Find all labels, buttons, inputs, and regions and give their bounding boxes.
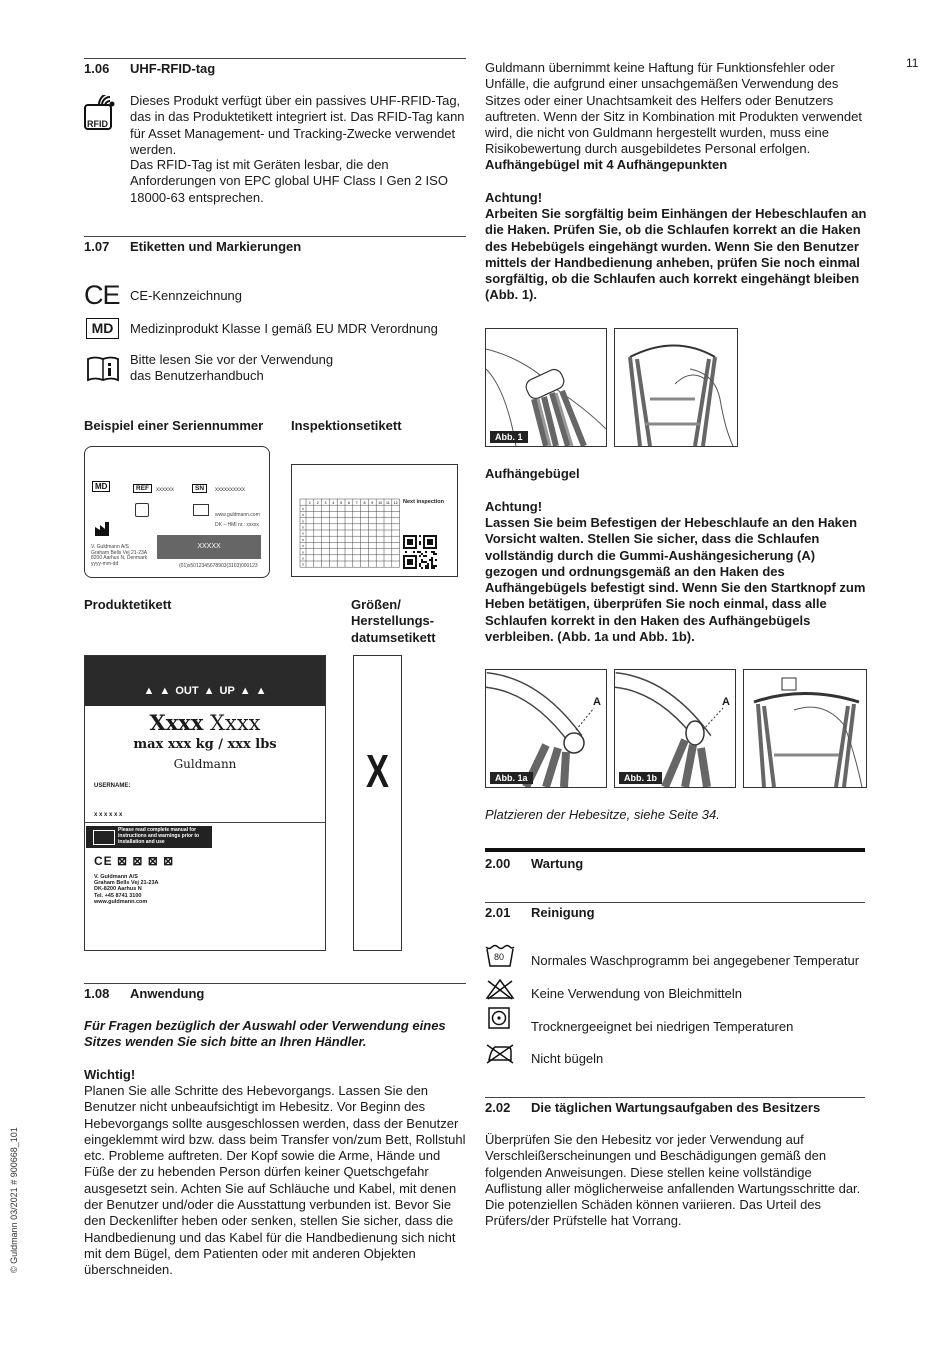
no-iron-icon bbox=[485, 1042, 515, 1064]
qr-module bbox=[425, 555, 427, 557]
product-address-line: Graham Bells Vej 21-23A bbox=[94, 880, 159, 887]
rule-106 bbox=[84, 58, 466, 59]
next-inspection-text: Next inspection bbox=[403, 499, 444, 505]
figure-1-right bbox=[614, 328, 738, 447]
seat-placement-reference: Platzieren der Hebesitze, siehe Seite 34. bbox=[485, 807, 720, 822]
grid-col-label: 11 bbox=[386, 500, 390, 505]
product-address-line: www.guldmann.com bbox=[94, 898, 148, 905]
product-brand: Guldmann bbox=[173, 757, 237, 771]
md-text: Medizinprodukt Klasse I gemäß EU MDR Verordnung bbox=[130, 321, 438, 336]
product-address-line: DK-8200 Aarhus N bbox=[94, 886, 142, 893]
liability-paragraph: Guldmann übernimmt keine Haftung für Funktionsfehler oder Unfälle, die aufgrund einer unsachgemäßen Verwendung des Sitzes oder einer Unachtsamkeit des Helfers oder Benutzers auftreten. Wenn der Sitz in Kombination mit Produkten verwendet wird, die nicht von Guldmann hergestellt wurden, muss eine Risikobewertung durch ausgebildetes Personal erfolgen. bbox=[485, 60, 862, 157]
wash-text: Normales Waschprogramm bei angegebener Temperatur bbox=[531, 953, 860, 968]
qr-module bbox=[419, 551, 421, 553]
serial-sn-value: xxxxxxxxxx bbox=[215, 487, 245, 493]
section-number-201: 2.01 bbox=[485, 905, 511, 920]
section-title-106: UHF-RFID-tag bbox=[130, 61, 216, 76]
product-manual-icon bbox=[93, 830, 115, 845]
product-address-line: Tel. +45 8741 3100 bbox=[94, 892, 142, 899]
grid-row-label: x bbox=[302, 513, 304, 518]
qr-module bbox=[431, 551, 433, 553]
serial-address-line: Graham Bells Vej 21-23A bbox=[91, 549, 148, 556]
tumble-dry-low-icon bbox=[488, 1007, 510, 1029]
wash-80-icon bbox=[485, 944, 515, 968]
page-number: 11 bbox=[906, 56, 919, 70]
qr-module bbox=[423, 561, 425, 563]
figure-1-caption: Abb. 1 bbox=[490, 431, 528, 443]
section-title-107: Etiketten und Markierungen bbox=[130, 239, 302, 254]
warning-2-text: Lassen Sie beim Befestigen der Hebeschlaufe an den Haken Vorsicht walten. Stellen Sie sicher, dass die Schlaufen vollständig durch die Gummi-Aushängesicherung (A) gezogen und ordnungsgemäß an den Haken des Aufhängebügels befestigt sind. Wenn Sie den Startknopf zum Heben betätigen, überprüfen Sie noch einmal, dass alle Schlaufen korrekt in den Haken des Aufhängebügels verbleiben. (Abb. 1a und Abb. 1b). bbox=[485, 515, 866, 645]
product-name-light: Xxxx bbox=[210, 711, 261, 735]
qr-module bbox=[419, 541, 421, 543]
banner-text: ▲ ▲ OUT ▲ UP ▲ ▲ bbox=[143, 685, 267, 697]
qr-module bbox=[425, 567, 427, 569]
grid-col-label: 9 bbox=[371, 500, 374, 505]
qr-module bbox=[425, 565, 427, 567]
read-manual-text: Bitte lesen Sie vor der Verwendung das Benutzerhandbuch bbox=[130, 352, 334, 384]
grid-col-label: 12 bbox=[393, 500, 398, 505]
username-text: USERNAME: bbox=[94, 783, 131, 789]
serial-address-line: yyyy-mm-dd bbox=[91, 560, 119, 567]
qr-module bbox=[431, 561, 433, 563]
ce-mark-icon: CE bbox=[84, 280, 120, 310]
rule-108 bbox=[84, 983, 466, 984]
grid-row-label: x bbox=[302, 544, 304, 549]
qr-module bbox=[429, 559, 431, 561]
qr-module bbox=[419, 565, 421, 567]
size-date-label bbox=[353, 655, 402, 951]
grid-col-label: 2 bbox=[316, 500, 319, 505]
grid-col-label: 1 bbox=[308, 500, 311, 505]
qr-module bbox=[405, 551, 407, 553]
rfid-paragraph-2: Das RFID-Tag ist mit Geräten lesbar, die den Anforderungen von EPC global UHF Class I Gen 2 ISO 18000-63 entsprechen. bbox=[130, 157, 448, 205]
no-bleach-text: Keine Verwendung von Bleichmitteln bbox=[531, 986, 743, 1001]
grid-row-label: x bbox=[302, 531, 304, 536]
serial-manual-icon bbox=[193, 504, 209, 516]
qr-module bbox=[421, 559, 423, 561]
section-number-107: 1.07 bbox=[84, 239, 110, 254]
grid-row-label: x bbox=[302, 537, 304, 542]
qr-module bbox=[433, 567, 435, 569]
qr-module bbox=[413, 551, 415, 553]
heading-spreader-bar: Aufhängebügel bbox=[485, 466, 580, 481]
section-number-202: 2.02 bbox=[485, 1100, 511, 1115]
serial-number-label bbox=[84, 446, 270, 578]
rfid-icon-label: RFID bbox=[87, 119, 108, 129]
application-body: Planen Sie alle Schritte des Hebevorgangs. Lassen Sie den Benutzer nicht unbeaufsichtigt im Hebesitz. Vor Beginn des Hebevorgangs sollte ausgeschlossen werden, dass der Benutzer eingeklemmt wird bzw. dass beim Transfer von/zum Bett, Rollstuhl etc. Probleme auftreten. Der Kopf sowie die Arme, Hände und Füße der zu hebenden Person dürfen keiner Quetschgefahr ausgesetzt sein. Achten Sie auf Schläuche und Kabel, mit denen der Benutzer und/oder die Ausstattung verbunden ist. Bevor Sie den Deckenlifter heben oder senken, stellen Sie sicher, dass die Handbedienung und das Kabel für die Handbedienung sich nicht mit dem Bügel, dem Patienten oder mit anderen Objekten überschneiden. bbox=[84, 1083, 466, 1278]
serial-barcode-text: (01)x5012345678903(3103)000123 bbox=[179, 563, 258, 569]
qr-module bbox=[419, 563, 421, 565]
serial-dk-number: DK – HMI nr.: xxxxx bbox=[215, 522, 259, 528]
grid-col-label: 6 bbox=[347, 500, 350, 505]
serial-rfid-icon bbox=[135, 503, 149, 517]
size-label-heading: Größen/ Herstellungs- datumsetikett bbox=[351, 597, 436, 645]
qr-module bbox=[435, 565, 437, 567]
grid-col-label: 10 bbox=[378, 500, 383, 505]
size-mark: X bbox=[365, 745, 390, 797]
fig1a-letter: A bbox=[593, 696, 601, 708]
serial-md-box: MD bbox=[92, 481, 110, 492]
qr-module bbox=[431, 557, 433, 559]
qr-module bbox=[421, 561, 423, 563]
serial-sn-box: SN bbox=[192, 484, 207, 493]
qr-module bbox=[421, 567, 423, 569]
read-manual-icon bbox=[86, 355, 120, 383]
qr-module bbox=[435, 553, 437, 555]
qr-module bbox=[431, 567, 433, 569]
qr-module bbox=[431, 559, 433, 561]
figure-1b-caption: Abb. 1b bbox=[619, 772, 662, 784]
product-label-divider bbox=[85, 822, 325, 823]
important-heading: Wichtig! bbox=[84, 1067, 136, 1082]
section-title-108: Anwendung bbox=[130, 986, 205, 1001]
product-label-heading: Produktetikett bbox=[84, 597, 172, 612]
rule-200 bbox=[485, 848, 865, 852]
qr-module bbox=[423, 555, 425, 557]
grid-row-label: x bbox=[302, 550, 304, 555]
grid-row-label: x bbox=[302, 519, 304, 524]
qr-code-icon bbox=[403, 535, 437, 569]
grid-col-label: 5 bbox=[340, 500, 343, 505]
qr-module bbox=[419, 543, 421, 545]
product-label bbox=[84, 655, 326, 951]
rfid-paragraph-1: Dieses Produkt verfügt über ein passives UHF-RFID-Tag, das in das Produktetikett integriert ist. Das RFID-Tag kann für Asset Management- und Tracking-Zwecke verwendet werden. bbox=[130, 93, 465, 157]
qr-module bbox=[419, 555, 421, 557]
heading-four-point-bar: Aufhängebügel mit 4 Aufhängepunkten bbox=[485, 157, 728, 172]
grid-row-label: x bbox=[302, 556, 304, 561]
product-name-bold: Xxxx bbox=[149, 710, 204, 735]
section-title-201: Reinigung bbox=[531, 905, 595, 920]
no-iron-text: Nicht bügeln bbox=[531, 1051, 604, 1066]
serial-gray-box: XXXXX bbox=[157, 535, 261, 559]
qr-module bbox=[427, 567, 429, 569]
wash-80-icon-temp: 80 bbox=[494, 952, 505, 962]
product-serial-text: x x x x x x bbox=[94, 812, 123, 818]
qr-module bbox=[433, 551, 435, 553]
inspection-label-heading: Inspektionsetikett bbox=[291, 418, 402, 433]
qr-module bbox=[427, 563, 429, 565]
serial-example-heading: Beispiel einer Seriennummer bbox=[84, 418, 264, 433]
section-title-202: Die täglichen Wartungsaufgaben des Besitzers bbox=[531, 1100, 821, 1115]
grid-row-label: x bbox=[302, 562, 304, 567]
grid-col-label: 4 bbox=[332, 500, 335, 505]
md-icon: MD bbox=[86, 318, 119, 339]
grid-col-label: 8 bbox=[363, 500, 366, 505]
rfid-icon bbox=[84, 95, 118, 131]
qr-module bbox=[419, 535, 421, 537]
figure-spreader-bar bbox=[743, 669, 867, 788]
ce-mark-text: CE-Kennzeichnung bbox=[130, 288, 243, 303]
product-care-symbols: CE ⊠ ⊠ ⊠ ⊠ bbox=[94, 854, 175, 868]
qr-module bbox=[431, 563, 433, 565]
qr-module bbox=[427, 565, 429, 567]
section-number-200: 2.00 bbox=[485, 856, 511, 871]
tumble-dry-text: Trocknergeeignet bei niedrigen Temperaturen bbox=[531, 1019, 794, 1034]
qr-finder bbox=[427, 539, 433, 545]
qr-module bbox=[421, 553, 423, 555]
grid-col-label: 7 bbox=[355, 500, 358, 505]
section-number-106: 1.06 bbox=[84, 61, 110, 76]
qr-module bbox=[417, 551, 419, 553]
warning-1-text: Arbeiten Sie sorgfältig beim Einhängen der Hebeschlaufen an die Haken. Prüfen Sie, ob die Schlaufen korrekt an die Haken des Hebebügels eingehängt wurden. Wenn Sie den Benutzer mittels der Handbedienung anheben, prüfen Sie noch einmal sorgfältig, ob die Schlaufen auch korrekt eingehängt bleiben (Abb. 1). bbox=[485, 206, 867, 303]
product-label-banner bbox=[85, 656, 325, 706]
rule-202 bbox=[485, 1097, 865, 1098]
serial-address-line: V. Guldmann A/S bbox=[91, 544, 129, 550]
qr-finder bbox=[407, 559, 413, 565]
rule-201 bbox=[485, 902, 865, 903]
serial-web: www.guldmann.com bbox=[215, 512, 260, 518]
serial-address bbox=[91, 545, 147, 567]
qr-module bbox=[433, 553, 435, 555]
no-bleach-icon bbox=[485, 978, 515, 1000]
inspection-label bbox=[291, 464, 458, 577]
figure-1a bbox=[485, 669, 607, 788]
rule-107 bbox=[84, 236, 466, 237]
product-name bbox=[85, 710, 325, 735]
qr-module bbox=[425, 561, 427, 563]
product-capacity: max xxx kg / xxx lbs bbox=[133, 737, 277, 752]
qr-module bbox=[425, 551, 427, 553]
daily-maintenance-body: Überprüfen Sie den Hebesitz vor jeder Verwendung auf Verschleißerscheinungen und Beschädigungen gemäß den folgenden Anweisungen. Diese stellen keine vollständige Auflistung aller möglicherweise anfallenden Wartungsschritte dar. Die potenziellen Schäden können variieren. Das Urteil des Prüfers/der Prüfstelle hat Vorrang. bbox=[485, 1132, 861, 1229]
qr-module bbox=[433, 565, 435, 567]
figure-1-left bbox=[485, 328, 607, 447]
grid-col-label: 3 bbox=[324, 500, 327, 505]
product-address bbox=[94, 874, 159, 905]
product-manual-box bbox=[86, 826, 212, 848]
serial-ref-box: REF bbox=[133, 484, 152, 493]
grid-row-label: x bbox=[302, 525, 304, 530]
qr-module bbox=[435, 559, 437, 561]
dealer-note: Für Fragen bezüglich der Auswahl oder Verwendung eines Sitzes wenden Sie sich bitte an Ihren Händler. bbox=[84, 1018, 446, 1050]
warning-1-heading: Achtung! bbox=[485, 190, 543, 205]
serial-address-line: 8200 Aarhus N, Denmark bbox=[91, 555, 148, 562]
section-number-108: 1.08 bbox=[84, 986, 110, 1001]
qr-finder bbox=[407, 539, 413, 545]
copyright-side-text: © Guldmann 03/2021 # 900668_101 bbox=[9, 1127, 19, 1273]
product-manual-text: Please read complete manual for instructions and warnings prior to installation and use bbox=[118, 827, 200, 845]
warning-2-heading: Achtung! bbox=[485, 499, 543, 514]
serial-ref-value: xxxxxx bbox=[156, 487, 174, 493]
fig1b-letter: A bbox=[722, 696, 730, 708]
product-address-line: V. Guldmann A/S bbox=[94, 874, 138, 880]
figure-1a-caption: Abb. 1a bbox=[490, 772, 533, 784]
figure-1b bbox=[614, 669, 736, 788]
section-title-200: Wartung bbox=[531, 856, 584, 871]
qr-module bbox=[431, 565, 433, 567]
grid-row-label: x bbox=[302, 506, 304, 511]
